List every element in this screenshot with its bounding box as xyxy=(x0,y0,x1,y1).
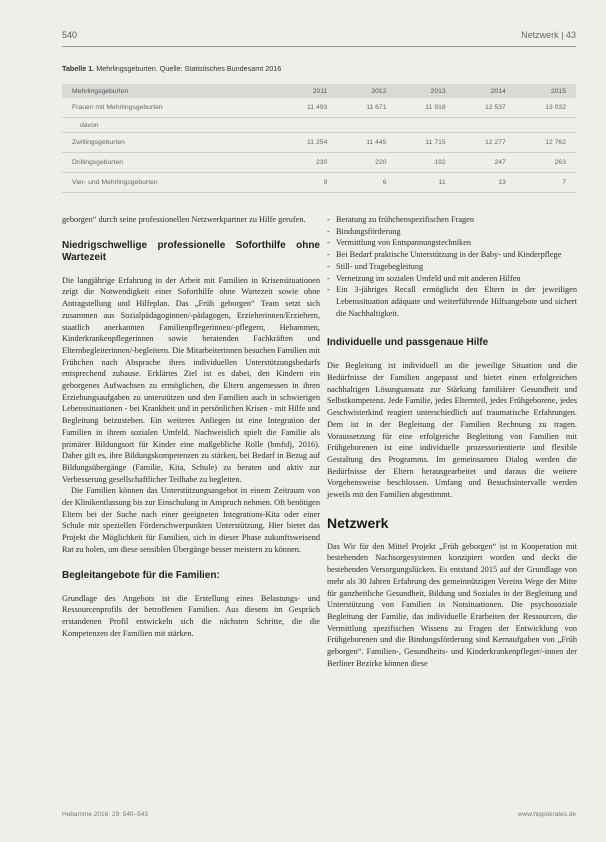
paragraph: Das Wir für den Mittel Projekt „Früh geborgen“ ist in Kooperation mit bestehenden Nachsorgesystemen konzipiert worden und deckt die bestehenden Versorgungslücken. Es entstand 2015 auf der Grundlage von mehr als 30 Jahren Erfahrung des gemeinnützigen Vereins Wege der Mitte für ganzheitliche Gesundheit, Bildung und Soziales in der Begleitung und Unterstützung von Familien in Notsituationen. Die psychosoziale Begleitung der Familie, das individuelle Erarbeiten der Ressourcen, die Vermittlung spezifischen Wissens zu Fragen der Entwicklung von Frühgeborenen und die Bindungsförderung sind Kernaufgaben von „Früh geborgen“. Familien-, Gesundheits- und Kinderkrankenpfleger/-innen der Berliner Bezirke können diese xyxy=(327,541,577,668)
table-cell xyxy=(397,118,456,133)
list-item: - Still- und Tragebegleitung xyxy=(327,261,577,273)
table-row-label: Frauen mit Mehrlingsgeburten xyxy=(62,98,278,118)
table-cell xyxy=(337,118,396,133)
list-item: - Ein 3-jähriges Recall ermöglicht den Eltern in der jeweiligen Lebenssituation adäquate und weiterführende Hilfsangebote und sichert die Nachhaltigkeit. xyxy=(327,284,577,319)
header-divider xyxy=(62,46,576,47)
table-cell: 220 xyxy=(337,153,396,173)
table-header-cell: Mehrlingsgeburten xyxy=(62,84,278,98)
table-cell: 11 671 xyxy=(337,98,396,118)
table-cell: 9 xyxy=(278,173,337,193)
right-column xyxy=(327,214,577,670)
paragraph: Die langjährige Erfahrung in der Arbeit mit Familien in Krisensituationen zeigt die Notwendigkeit einer Soforthilfe ohne Wartezeit sowie ohne Antragstellung und Hilfeplan. Das „Früh geborgen“ Team setzt sich zusammen aus Sozialpädagoginnen/-pädagogen, Erzieherinnen/Erziehern, staatlich anerkannten Familienpflegerinnen/-pflegern, Hebammen, Kinderkrankenpflegerinnen sowie beratenden Fachkräften und Elternbegleiterinnen/-begleitern. Die Mitarbeiterinnen besuchen Familien mit Frühchen nach Absprache ihres individuellen Unterstützungsbedarfs entsprechend zuhause. Erklärtes Ziel ist es dabei, den Kindern ein geborgenes Aufwachsen zu ermöglichen, die Eltern angemessen in ihren Erziehungsaufgaben zu unterstützen und den Familien auch in schwierigen Lebenssituationen - bei Krankheit und in persönlichen Krisen - mit Hilfe und Begleitung beizustehen. Ein weiteres Anliegen ist eine Integration der Familien in ihrem sozialen Umfeld. Nachweislich spielt die Familie als primärer Bildungsort für Kinder eine maßgebliche Rolle (bmfsfj, 2016). Daher gilt es, ihre Bildungskompetenzen zu stärken, bei Bedarf in Bezug auf Bildungsübergänge (Familie, Kita, Schule) zu beraten und aktiv zur Verbesserung gesellschaftlicher Teilhabe zu begleiten. xyxy=(62,275,320,484)
table-cell: 12 277 xyxy=(456,133,516,153)
section-heading-large: Netzwerk xyxy=(327,514,389,531)
offer-list xyxy=(327,214,577,319)
table-row xyxy=(62,173,576,193)
running-header: Netzwerk | 43 xyxy=(521,30,576,40)
table-row xyxy=(62,133,576,153)
section-heading: Begleitangebote für die Familien: xyxy=(62,569,220,581)
table-row xyxy=(62,118,576,133)
table-row-label: Zwillingsgeburten xyxy=(62,133,278,153)
table-header-cell: 2011 xyxy=(278,84,337,98)
publisher-url: www.hippokrates.de xyxy=(517,811,576,818)
list-item: - Vernetzung im sozialen Umfeld und mit anderen Hilfen xyxy=(327,273,577,285)
citation-footer: Hebamme 2016; 29: 540–543 xyxy=(62,811,149,818)
table-caption xyxy=(62,64,281,73)
table-cell: 11 445 xyxy=(337,133,396,153)
table-row xyxy=(62,153,576,173)
table-row-label: Vier- und Mehrlingsgeburten xyxy=(62,173,278,193)
section-heading: Individuelle und passgenaue Hilfe xyxy=(327,337,489,349)
left-column xyxy=(62,214,320,639)
paragraph: geborgen“ durch seine professionellen Netzwerkpartner zu Hilfe gerufen. xyxy=(62,215,306,224)
table-cell xyxy=(278,118,337,133)
table-cell: 263 xyxy=(516,153,576,173)
table-cell: 13 xyxy=(456,173,516,193)
table-label: Tabelle 1. xyxy=(62,64,95,73)
table-caption-text: Mehrlingsgeburten. Quelle: Statistisches Bundesamt 2016 xyxy=(96,64,282,73)
table-cell: 12 762 xyxy=(516,133,576,153)
table-cell: 11 715 xyxy=(397,133,456,153)
table-header-cell: 2013 xyxy=(397,84,456,98)
table-cell: 11 493 xyxy=(278,98,337,118)
list-item: - Beratung zu frühchenspezifischen Fragen xyxy=(327,214,577,226)
section-heading: Niedrigschwellige professionelle Soforthilfe ohne Wartezeit xyxy=(62,239,320,263)
paragraph: Die Begleitung ist individuell an die jeweilige Situation und die Bedürfnisse der Familien angepasst und bietet einen erfolgreichen nachhaltigen Lösungsansatz zur Stärkung familiärer Gesundheit und Selbstkompetenz. Jede Familie, jedes Elternteil, jedes Frühgeborene, jedes Geschwisterkind reagiert unterschiedlich auf traumatische Erfahrungen. Dem ist in der Begleitung der Familien Rechnung zu tragen. Voraussetzung für eine erfolgreiche Begleitung von Familien mit Frühgeborenen ist eine individuelle prozessorientierte und flexible Gestaltung des Programms. Im gemeinsamen Dialog werden die Bedürfnisse der Eltern herausgearbeitet und daraus die weitere Vorgehensweise beschlossen. Umfang und Besuchsintervalle werden jeweils mit den Familien abgestimmt. xyxy=(327,361,577,500)
table-header-cell: 2014 xyxy=(456,84,516,98)
statistics-table xyxy=(62,84,576,193)
table-cell: 11 xyxy=(397,173,456,193)
list-item: - Vermittlung von Entspannungstechniken xyxy=(327,237,577,249)
table-header-cell: 2015 xyxy=(516,84,576,98)
table-row-label: Drillingsgeburten xyxy=(62,153,278,173)
table-cell: 230 xyxy=(278,153,337,173)
list-item: - Bei Bedarf praktische Unterstützung in der Baby- und Kinderpflege xyxy=(327,249,577,261)
paragraph: Grundlage des Angebots ist die Erstellung eines Belastungs- und Ressourcenprofils der betroffenen Familien. Aus diesem im Gespräch erstandenen Profil entwickeln sich die nächsten Schritte, die die Kompetenzen der Familien mit stärken. xyxy=(62,593,320,638)
table-cell xyxy=(456,118,516,133)
table-row-label: davon xyxy=(62,118,278,133)
table-cell: 247 xyxy=(456,153,516,173)
table-cell: 13 032 xyxy=(516,98,576,118)
page-number: 540 xyxy=(62,30,78,40)
table-cell: 7 xyxy=(516,173,576,193)
table-cell xyxy=(516,118,576,133)
table-row xyxy=(62,98,576,118)
paragraph: Die Familien können das Unterstützungsangebot in einem Zeitraum von der Klinikentlassung bis zur Einschulung in Anspruch nehmen. Oft benötigen Eltern bei der Suche nach einer geeigneten Integrations-Kita oder einer Schule mit speziellen Förderschwerpunkten Unterstützung. Hier bietet das Projekt die Möglichkeit für Familien, sich in dieser Phase zukunftsweisend Rat zu holen, um diese sensiblen Übergänge besser meistern zu können. xyxy=(62,486,320,554)
table-cell: 11 918 xyxy=(397,98,456,118)
table-cell: 11 254 xyxy=(278,133,337,153)
list-item: - Bindungsförderung xyxy=(327,226,577,238)
table-cell: 6 xyxy=(337,173,396,193)
table-header-row xyxy=(62,84,576,98)
table-cell: 192 xyxy=(397,153,456,173)
table-cell: 12 537 xyxy=(456,98,516,118)
table-header-cell: 2012 xyxy=(337,84,396,98)
